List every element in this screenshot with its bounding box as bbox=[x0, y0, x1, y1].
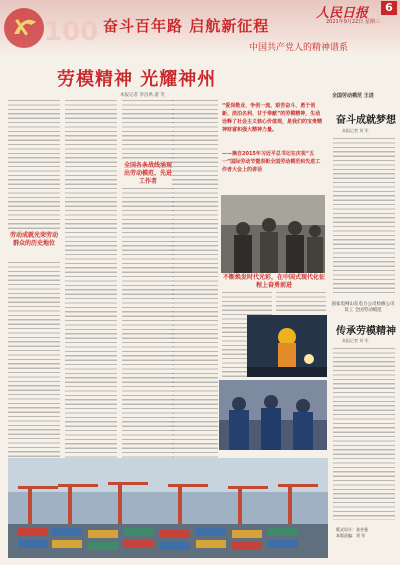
page-banner bbox=[0, 0, 400, 56]
photo-welder bbox=[247, 315, 327, 377]
right-article-title: 奋斗成就梦想 bbox=[336, 115, 396, 126]
photo-workers-group bbox=[221, 195, 325, 273]
page-title: 劳模精神 光耀神州 bbox=[57, 69, 217, 90]
banner-subtitle: 中国共产党人的精神谱系 bbox=[249, 43, 349, 53]
editor-credits: 版式设计：张芳曼 本版责编：刘 军 bbox=[336, 527, 368, 538]
right-kicker: 全国劳动模范 王进 bbox=[332, 93, 374, 99]
banner-slogan: 奋斗百年路 启航新征程 bbox=[103, 17, 270, 35]
masthead-title: 人民日报 bbox=[316, 6, 369, 21]
photo-port-terminal bbox=[8, 458, 328, 558]
dateline: 2021年9月22日 星期三 bbox=[326, 19, 380, 25]
pull-quote: “爱岗敬业、争创一流、艰苦奋斗、勇于创新、淡泊名利、甘于奉献”的劳模精神，生动诠释了社会主义核心价值观，是我们的宝贵精神财富和强大精神力量。 bbox=[222, 103, 323, 133]
right-byline-2: 本报记者 刘 军 bbox=[342, 338, 369, 343]
body-text-column-2 bbox=[65, 100, 117, 502]
right-article-title-2: 传承劳模精神 bbox=[336, 326, 396, 337]
right-body-text-2 bbox=[333, 348, 395, 520]
page-number: 6 bbox=[381, 1, 397, 15]
photo-engineers bbox=[219, 380, 327, 450]
pull-quote-source: ——摘自2015年习近平总书记在庆祝“五一”国际劳动节暨表彰全国劳动模范和先进工作者大会上的讲话 bbox=[222, 151, 321, 173]
right-kicker-2: 国家电网山东电力公司检修公司员工 全国劳动模范 bbox=[331, 302, 395, 313]
article-byline: 本报记者 李昌禹 游 笑 bbox=[120, 93, 165, 98]
body-text-column-3 bbox=[122, 100, 174, 160]
subhead-1: 劳动成就光荣劳动群众的历史地位 bbox=[9, 232, 58, 247]
body-text-column-3b bbox=[122, 188, 174, 502]
right-byline: 本报记者 刘 军 bbox=[342, 128, 369, 133]
subhead-2: 全国各条战线涌现出劳动模范、先进工作者 bbox=[123, 162, 172, 185]
svg-text:100: 100 bbox=[44, 17, 99, 47]
body-text-column-6 bbox=[276, 292, 326, 312]
party-emblem-icon bbox=[0, 0, 99, 56]
subhead-3: 不断焕发时代光彩，在中国式现代化征程上奋勇前进 bbox=[222, 274, 325, 289]
body-text-column-1 bbox=[8, 100, 60, 230]
right-body-text-1 bbox=[333, 138, 395, 296]
body-text-column-4 bbox=[172, 100, 218, 502]
